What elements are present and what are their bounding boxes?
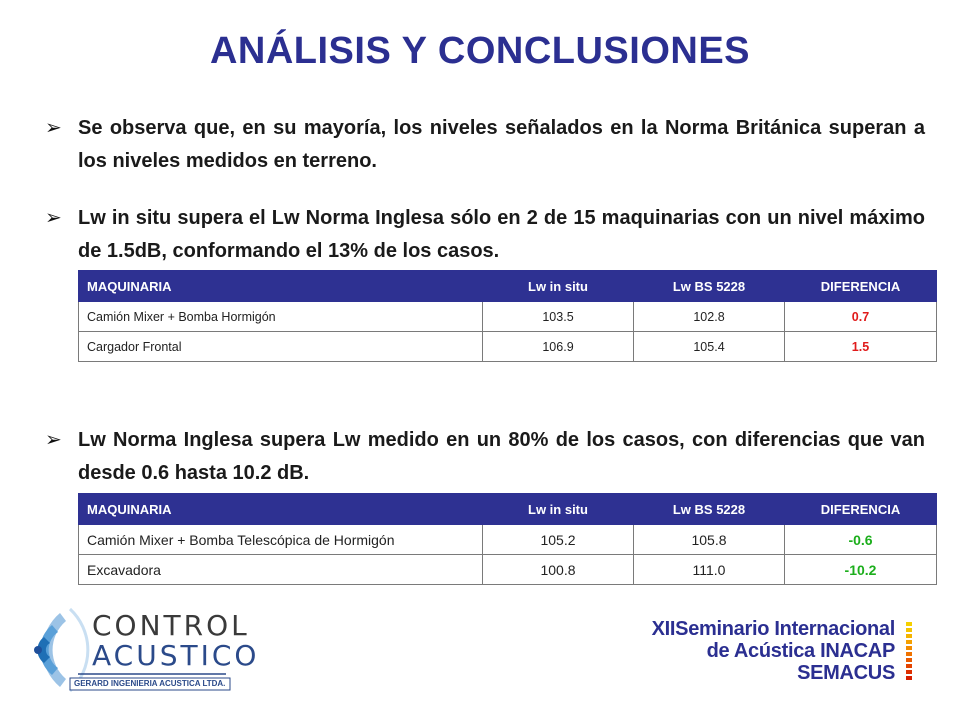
- logo-inacap-text: de Acústica INACAP: [706, 640, 895, 662]
- table-header-row: [79, 494, 937, 525]
- logo-semacus-text: SEMACUS: [797, 662, 895, 684]
- cell-lw-bs: 102.8: [634, 302, 785, 332]
- cell-lw-in-situ: 100.8: [483, 555, 634, 585]
- cell-diferencia: 1.5: [785, 332, 937, 362]
- cell-lw-bs: 105.8: [634, 525, 785, 555]
- table-row: [79, 525, 937, 555]
- bullet-3-text: Lw Norma Inglesa supera Lw medido en un 80% de los casos, con diferencias que van desde 0.6 hasta 10.2 dB.: [78, 429, 925, 484]
- col-header-diferencia: DIFERENCIA: [785, 271, 937, 302]
- table-exceed-bs-norm: [78, 493, 937, 585]
- col-header-diferencia: DIFERENCIA: [785, 494, 937, 525]
- col-header-lw-bs: Lw BS 5228: [634, 271, 785, 302]
- logo-seminario-text: Seminario Internacional: [675, 618, 895, 640]
- bullet-1-text: Se observa que, en su mayoría, los niveles señalados en la Norma Británica superan a los niveles medidos en terreno.: [78, 117, 925, 172]
- col-header-lw-in-situ: Lw in situ: [483, 494, 634, 525]
- semacus-logo: [651, 618, 930, 690]
- bullet-1: [45, 112, 925, 178]
- col-header-maquinaria: MAQUINARIA: [79, 271, 483, 302]
- cell-maquinaria: Camión Mixer + Bomba Hormigón: [79, 302, 483, 332]
- bullet-2: [45, 202, 925, 268]
- col-header-maquinaria: MAQUINARIA: [79, 494, 483, 525]
- logo-roman-numeral: XII: [651, 618, 676, 640]
- cell-lw-bs: 111.0: [634, 555, 785, 585]
- cell-maquinaria: Cargador Frontal: [79, 332, 483, 362]
- col-header-lw-bs: Lw BS 5228: [634, 494, 785, 525]
- logo-acustico-text: ACUSTICO: [92, 639, 260, 672]
- cell-maquinaria: Camión Mixer + Bomba Telescópica de Hormigón: [79, 525, 483, 555]
- cell-lw-in-situ: 103.5: [483, 302, 634, 332]
- arrow-bullet-icon: ➢: [45, 207, 62, 229]
- logo-control-text: CONTROL: [92, 609, 250, 642]
- cell-diferencia: -10.2: [785, 555, 937, 585]
- cell-diferencia: 0.7: [785, 302, 937, 332]
- table-exceed-in-situ: [78, 270, 937, 362]
- col-header-lw-in-situ: Lw in situ: [483, 271, 634, 302]
- cell-lw-in-situ: 106.9: [483, 332, 634, 362]
- control-acustico-logo: [30, 605, 260, 695]
- bullet-2-text: Lw in situ supera el Lw Norma Inglesa sólo en 2 de 15 maquinarias con un nivel máximo de 1.5dB, conformando el 13% de los casos.: [78, 207, 925, 262]
- table-row: [79, 555, 937, 585]
- table-header-row: [79, 271, 937, 302]
- table-row: [79, 332, 937, 362]
- logo-tagline-text: GERARD INGENIERIA ACUSTICA LTDA.: [74, 679, 226, 688]
- cell-diferencia: -0.6: [785, 525, 937, 555]
- slide-title: ANÁLISIS Y CONCLUSIONES: [209, 30, 751, 72]
- cell-lw-bs: 105.4: [634, 332, 785, 362]
- arrow-bullet-icon: ➢: [45, 429, 62, 451]
- cell-lw-in-situ: 105.2: [483, 525, 634, 555]
- bullet-3: [45, 424, 925, 490]
- arrow-bullet-icon: ➢: [45, 117, 62, 139]
- table-row: [79, 302, 937, 332]
- equalizer-bars-icon: [906, 622, 920, 684]
- cell-maquinaria: Excavadora: [79, 555, 483, 585]
